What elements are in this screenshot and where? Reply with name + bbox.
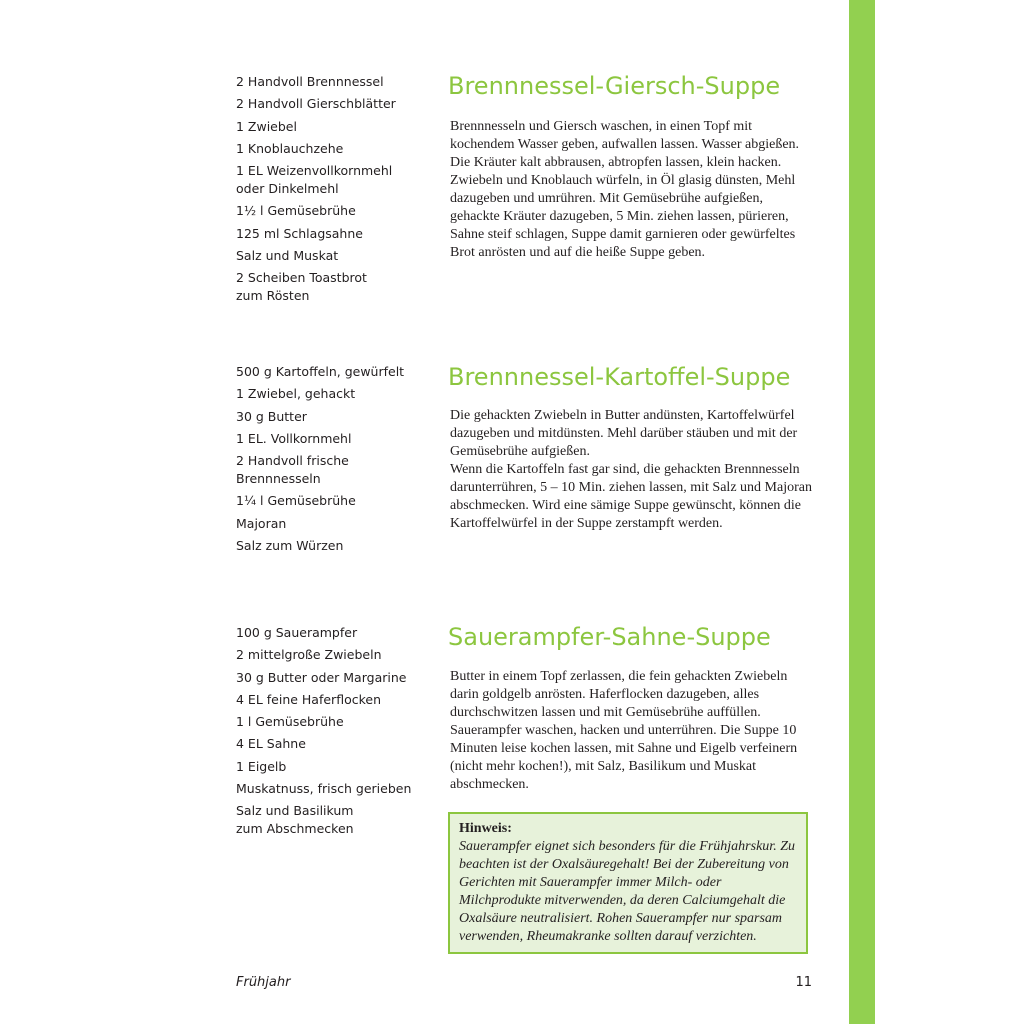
ingredient: 1½ l Gemüsebrühe (236, 203, 356, 219)
recipe-instructions (450, 668, 812, 794)
ingredient: 500 g Kartoffeln, gewürfelt (236, 364, 405, 379)
ingredient: Majoran (236, 515, 287, 531)
ingredient: 1 Zwiebel, gehackt (236, 386, 356, 402)
recipe-title: Sauerampfer-Sahne-Suppe (448, 623, 771, 651)
ingredient: 2 Handvoll Brennnessel (236, 74, 384, 89)
ingredient: 2 Handvoll Gierschblätter (236, 96, 396, 112)
ingredient: Muskatnuss, frisch gerieben (236, 781, 412, 797)
ingredient: 30 g Butter oder Margarine (236, 669, 407, 685)
instruction-paragraph: Die gehackten Zwiebeln in Butter andünsten, Kartoffelwürfel dazugeben und mitdünsten. Mehl darüber stäuben und mit der Gemüsebrühe aufgießen. (450, 408, 798, 459)
ingredient-list (236, 73, 436, 310)
ingredient: 2 Handvoll frische Brennnesseln (236, 453, 349, 487)
instruction-paragraph: Die Kräuter kalt abbrausen, abtropfen lassen, klein hacken. Zwiebeln und Knoblauch würfeln, in Öl glasig dünsten, Mehl dazugeben und umrühren. Mit Gemüsebrühe aufgießen, gehackte Kräuter dazugeben, 5 Min. ziehen lassen, pürieren, Sahne steif schlagen, Suppe damit garnieren oder gewürfeltes Brot anrösten und auf die heiße Suppe geben. (450, 155, 796, 260)
note-box (448, 812, 808, 954)
recipe-instructions (450, 118, 812, 262)
ingredient: 125 ml Schlagsahne (236, 225, 363, 241)
instruction-paragraph: Butter in einem Topf zerlassen, die fein gehackten Zwiebeln darin goldgelb anrösten. Haferflocken dazugeben, alles durchschwitzen lassen und mit Gemüsebrühe auffüllen. Sauerampfer waschen, hacken und unterrühren. Die Suppe 10 Minuten leise kochen lassen, mit Sahne und Eigelb verfeinern (nicht mehr kochen!), mit Salz, Basilikum und Muskat abschmecken. (450, 669, 798, 792)
note-text: Sauerampfer eignet sich besonders für die Frühjahrskur. Zu beachten ist der Oxalsäuregehalt! Bei der Zubereitung von Gerichten mit Sauerampfer immer Milch- oder Milchprodukte mitverwenden, da deren Calciumgehalt die Oxalsäure neutralisiert. Rohen Sauerampfer nur sparsam verwenden, Rheumakranke sollten darauf verzichten. (459, 839, 795, 944)
footer-section-title: Frühjahr (236, 975, 291, 990)
note-title: Hinweis: (459, 821, 512, 836)
recipe-instructions (450, 407, 812, 533)
instruction-paragraph: Wenn die Kartoffeln fast gar sind, die gehackten Brennnesseln darunterrühren, 5 – 10 Min. ziehen lassen, mit Salz und Majoran abschmecken. Wird eine sämige Suppe gewünscht, können die Kartoffelwürfel in der Suppe zerstampft werden. (450, 462, 812, 531)
recipe-title: Brennnessel-Kartoffel-Suppe (448, 363, 791, 391)
ingredient: 4 EL Sahne (236, 736, 306, 752)
ingredient: 30 g Butter (236, 408, 307, 424)
ingredient: 2 Scheiben Toastbrot zum Rösten (236, 270, 367, 304)
ingredient: 1 l Gemüsebrühe (236, 714, 344, 730)
instruction-paragraph: Brennnesseln und Giersch waschen, in einen Topf mit kochendem Wasser geben, aufwallen lassen. Wasser abgießen. (450, 119, 800, 152)
ingredient: Salz und Muskat (236, 248, 339, 264)
ingredient-list (236, 624, 436, 843)
page-number: 11 (795, 975, 812, 990)
ingredient: 1 Eigelb (236, 758, 287, 774)
ingredient: Salz zum Würzen (236, 538, 344, 554)
ingredient: 1 EL Weizenvollkornmehl oder Dinkelmehl (236, 163, 393, 197)
green-side-bar (849, 0, 875, 1024)
ingredient-list (236, 363, 436, 559)
ingredient: 1 Zwiebel (236, 118, 297, 134)
ingredient: 100 g Sauerampfer (236, 625, 358, 640)
ingredient: 1 Knoblauchzehe (236, 140, 344, 156)
ingredient: 1 EL. Vollkornmehl (236, 430, 352, 446)
recipe-title: Brennnessel-Giersch-Suppe (448, 72, 781, 100)
ingredient: 1¼ l Gemüsebrühe (236, 493, 356, 509)
ingredient: Salz und Basilikum zum Abschmecken (236, 803, 354, 837)
ingredient: 4 EL feine Haferflocken (236, 691, 382, 707)
ingredient: 2 mittelgroße Zwiebeln (236, 647, 382, 663)
